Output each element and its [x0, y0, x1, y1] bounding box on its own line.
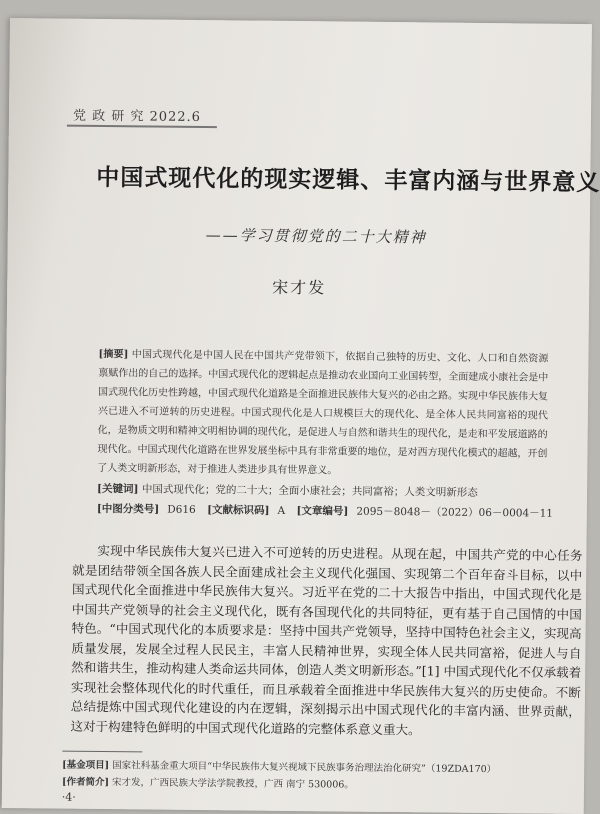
fund-text: 国家社科基金重大项目“中华民族伟大复兴视域下民族事务治理法治化研究”（19ZDA170）: [112, 760, 497, 776]
abstract-label: [摘要]: [98, 348, 129, 361]
abstract: [97, 345, 548, 483]
keywords-label: [关键词]: [97, 482, 139, 496]
fund-label: [基金项目]: [62, 759, 110, 772]
footnotes: [62, 757, 582, 796]
body-paragraph: 实现中华民族伟大复兴已进入不可逆转的历史进程。从现在起，中国共产党的中心任务就是团结带领全国各族人民全面建成社会主义现代化强国、实现第二个百年奋斗目标，以中国式现代化全面推进中华民族伟大复兴。习近平在党的二十大报告中指出，中国式现代化是中国共产党领导的社会主义现代化，既有各国现代化的共同特征，更有基于自己国情的中国特色。“中国式现代化的本质要求是：坚持中国共产党领导，坚持中国特色社会主义，实现高质量发展，发展全过程人民民主，丰富人民精神世界，实现全体人民共同富裕，促进人与自然和谐共生，推动构建人类命运共同体，创造人类文明新形态。”[1] 中国式现代化不仅承载着实现社会整体现代化的时代重任，而且承载着全面推进中华民族伟大复兴的历史使命。不断总结提炼中国式现代化建设的内在逻辑，深刻揭示出中国式现代化的丰富内涵、世界贡献，这对于构建特色鲜明的中国式现代化道路的完整体系意义重大。: [70, 542, 583, 737]
abstract-text: 中国式现代化是中国人民在中国共产党带领下，依据自己独特的历史、文化、人口和自然资源禀赋作出的自己的选择。中国式现代化的逻辑起点是推动农业国向工业国转型，全面建成小康社会是中国式现代化历史性跨越，中国式现代化道路是全面推进民族伟大复兴的必由之路。实现中华民族伟大复兴已进入不可逆转的历史进程。中国式现代化是人口规模巨大的现代化、是全体人民共同富裕的现代化，是物质文明和精神文明相协调的现代化，是促进人与自然和谐共生的现代化，是走和平发展道路的现代化。中国式现代化道路在世界发展坐标中具有非常重要的地位，是对西方现代化模式的超越，开创了人类文明新形态，对于推进人类进步具有世界意义。: [97, 349, 549, 477]
article-number-value: 2095－8048－（2022）06－0004－11: [356, 505, 554, 520]
bio-text: 宋才发，广西民族大学法学院教授，广西 南宁 530006。: [111, 777, 354, 791]
article-title: 中国式现代化的现实逻辑、丰富内涵与世界意义: [96, 163, 600, 197]
doc-code-value: A: [277, 504, 286, 517]
journal-header: 党 政 研 究 2022.6: [72, 108, 202, 126]
article-number-label: [文章编号]: [296, 505, 349, 518]
article-subtitle: ——学习贯彻党的二十大精神: [205, 226, 427, 247]
journal-page: [2, 18, 600, 814]
page-number: ·4·: [61, 790, 76, 804]
header-rule: [67, 125, 217, 129]
clc-label: [中图分类号]: [96, 502, 160, 516]
keywords: [97, 481, 547, 501]
footnote-rule: [62, 751, 142, 753]
classification-line: [97, 501, 557, 521]
clc-value: D616: [167, 503, 196, 516]
article-author: 宋才发: [272, 277, 327, 298]
doc-code-label: [文献标识码]: [207, 504, 270, 517]
bio-label: [作者简介]: [61, 776, 110, 789]
keywords-text: 中国式现代化；党的二十大；全面小康社会；共同富裕；人类文明新形态: [141, 483, 478, 499]
